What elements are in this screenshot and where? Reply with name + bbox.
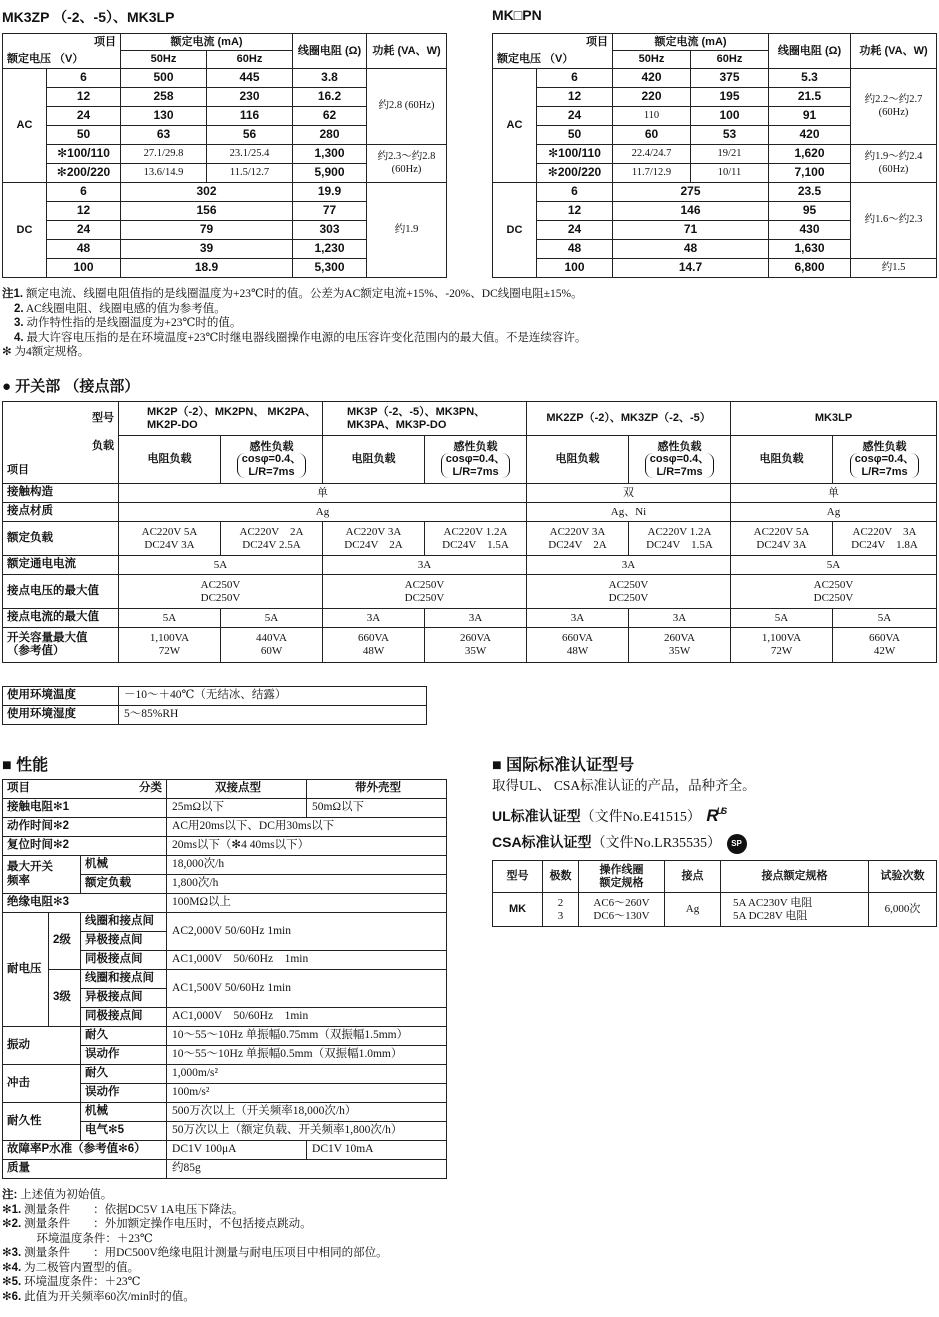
table-cell: AC2,000V 50/60Hz 1min (167, 913, 447, 951)
row-label: 开关容量最大值 （参考值） (3, 628, 119, 663)
table-cell: 50mΩ以下 (307, 799, 447, 818)
note-line: ✻ 为4额定规格。 (2, 346, 90, 358)
table-cell: 10/11 (691, 164, 769, 183)
header-current: 额定电流 (mA) (613, 34, 769, 51)
header-50hz: 50Hz (613, 51, 691, 69)
row-label: 质量 (3, 1160, 167, 1179)
table-cell: 660VA 48W (323, 628, 425, 663)
header-item-voltage: 项目 额定电压 （V） (493, 34, 613, 69)
table-cell: AC250V DC250V (119, 575, 323, 609)
table-cell: 100 (537, 259, 613, 278)
table-cell: ✻100/110 (537, 145, 613, 164)
table-cell: 14.7 (613, 259, 769, 278)
row-label: 额定负载 (3, 522, 119, 556)
coil-notes (2, 287, 932, 360)
table-cell: ✻200/220 (537, 164, 613, 183)
table-cell: 71 (613, 221, 769, 240)
table-cell: 195 (691, 88, 769, 107)
table-cell: 3A (323, 609, 425, 628)
ind-load-header: 感性负载 cosφ=0.4、 L/R=7ms (833, 436, 937, 484)
row-label: 接点电压的最大值 (3, 575, 119, 609)
table-cell: 5A (119, 609, 221, 628)
table-cell: 116 (207, 107, 293, 126)
table-cell: 3A (527, 556, 731, 575)
table-cell: 445 (207, 69, 293, 88)
table-cell: 48 (613, 240, 769, 259)
table-cell: 11.5/12.7 (207, 164, 293, 183)
table-cell: 5.3 (769, 69, 851, 88)
table-cell: 23.1/25.4 (207, 145, 293, 164)
header-coil: 操作线圈 额定规格 (579, 861, 665, 893)
table-cell: 5A (119, 556, 323, 575)
row-label: 耐久性 (3, 1103, 81, 1141)
table-cell: Ag (731, 503, 937, 522)
header-rating: 接点额定规格 (721, 861, 869, 893)
table-cell: 110 (613, 107, 691, 126)
row-sublabel: 机械 (81, 856, 167, 875)
table-cell: 280 (293, 126, 367, 145)
table-cell: 24 (537, 107, 613, 126)
table-cell: AC1,500V 50/60Hz 1min (167, 970, 447, 1008)
row-sublabel: 3级 (49, 970, 81, 1027)
table-cell: 20ms以下（✻4 40ms以下） (167, 837, 447, 856)
table-cell: 63 (121, 126, 207, 145)
table-cell: 5A (221, 609, 323, 628)
table-cell: 1,100VA 72W (731, 628, 833, 663)
row-sublabel: 额定负载 (81, 875, 167, 894)
table-cell: 16.2 (293, 88, 367, 107)
header-cased: 带外壳型 (307, 780, 447, 799)
note-line: ✻3. 测量条件 ：用DC500V绝缘电阻计测量与耐电压项目中相同的部位。 (2, 1247, 388, 1259)
table-cell: 230 (207, 88, 293, 107)
table-cell: 62 (293, 107, 367, 126)
row-label: 冲击 (3, 1065, 81, 1103)
table-cell: 5A (731, 609, 833, 628)
table-cell: DC1V 100μA (167, 1141, 307, 1160)
model-header: MK2P（-2）、MK2PN、 MK2PA、MK2P-DO (119, 402, 323, 436)
table-cell: 3.8 (293, 69, 367, 88)
table-cell: 430 (769, 221, 851, 240)
table-cell: 1,000m/s² (167, 1065, 447, 1084)
table-cell: 53 (691, 126, 769, 145)
table-cell: 100m/s² (167, 1084, 447, 1103)
row-label: 耐电压 (3, 913, 49, 1027)
note-line: 2. AC线圈电阻、线圈电感的值为参考值。 (14, 302, 226, 315)
table-cell: 375 (691, 69, 769, 88)
table-cell: 5,300 (293, 259, 367, 278)
row-sublabel: 线圈和接点间 (81, 913, 167, 932)
row-sublabel: 异极接点间 (81, 932, 167, 951)
model-header: MK3P（-2、-5）、MK3PN、 MK3PA、MK3P-DO (323, 402, 527, 436)
table-cell: 5A (833, 609, 937, 628)
left-coil-title: MK3ZP （-2、-5）、MK3LP (2, 9, 175, 25)
table-cell: ✻200/220 (47, 164, 121, 183)
table-cell: 303 (293, 221, 367, 240)
table-cell: 48 (47, 240, 121, 259)
table-cell: 1,800次/h (167, 875, 447, 894)
table-cell: 10～55～10Hz 单振幅0.5mm（双振幅1.0mm） (167, 1046, 447, 1065)
power-cell: 约1.5 (851, 259, 937, 278)
table-cell: 156 (121, 202, 293, 221)
header-poles: 极数 (543, 861, 579, 893)
table-cell: 100MΩ以上 (167, 894, 447, 913)
table-cell: Ag (665, 893, 721, 927)
row-label: 故障率P水准（参考值✻6） (3, 1141, 167, 1160)
table-cell: 1,100VA 72W (119, 628, 221, 663)
power-cell: 约1.9 (367, 183, 447, 278)
table-cell: 3A (323, 556, 527, 575)
power-cell: 约2.2～约2.7 (60Hz) (851, 69, 937, 145)
table-cell: 420 (769, 126, 851, 145)
row-sublabel: 电气✻5 (81, 1122, 167, 1141)
table-cell: 6 (537, 183, 613, 202)
table-cell: 6 (47, 183, 121, 202)
note-line: ✻1. 测量条件 ：依据DC5V 1A电压下降法。 (2, 1203, 244, 1216)
dc-label: DC (3, 183, 47, 278)
table-cell: 5,900 (293, 164, 367, 183)
table-cell: 1,620 (769, 145, 851, 164)
table-cell: 130 (121, 107, 207, 126)
table-cell: 6 (47, 69, 121, 88)
table-cell: 约85g (167, 1160, 447, 1179)
table-cell: 420 (613, 69, 691, 88)
table-cell: 1,630 (769, 240, 851, 259)
table-cell: AC220V 2A DC24V 2.5A (221, 522, 323, 556)
model-header: MK2ZP（-2）、MK3ZP（-2、-5） (527, 402, 731, 436)
cert-table (492, 860, 937, 927)
row-sublabel: 机械 (81, 1103, 167, 1122)
table-cell: 48 (537, 240, 613, 259)
note-line: 4. 最大许容电压指的是在环境温度+23℃时继电器线圈操作电源的电压容许变化范围内的最大值。不是连续容许。 (14, 331, 587, 344)
table-cell: 双 (527, 484, 731, 503)
ul-cert-line: UL标准认证型（文件No.E41515） $R^{US}$ (492, 806, 726, 825)
header-double-contact: 双接点型 (167, 780, 307, 799)
row-label: 复位时间✻2 (3, 837, 167, 856)
header-resistance: 线圈电阻 (Ω) (769, 34, 851, 69)
row-sublabel: 耐久 (81, 1027, 167, 1046)
table-cell: 220 (613, 88, 691, 107)
table-cell: 12 (537, 88, 613, 107)
table-cell: 77 (293, 202, 367, 221)
table-cell: Ag、Ni (527, 503, 731, 522)
row-sublabel: 误动作 (81, 1084, 167, 1103)
res-load-header: 电阻负载 (527, 436, 629, 484)
table-cell: 100 (691, 107, 769, 126)
table-cell: 23.5 (769, 183, 851, 202)
row-sublabel: 线圈和接点间 (81, 970, 167, 989)
table-cell: AC220V 1.2A DC24V 1.5A (629, 522, 731, 556)
performance-section-title: ■ 性能 (2, 757, 49, 774)
table-cell: 1,300 (293, 145, 367, 164)
table-cell: 25mΩ以下 (167, 799, 307, 818)
model-header: MK3LP (731, 402, 937, 436)
environment-table (2, 686, 427, 725)
contact-table (2, 401, 937, 663)
env-temp-label: 使用环境温度 (3, 687, 119, 706)
table-cell: 5A (731, 556, 937, 575)
table-cell: AC220V 5A DC24V 3A (731, 522, 833, 556)
row-sublabel: 异极接点间 (81, 989, 167, 1008)
header-item-voltage: 项目 额定电压 （V） (3, 34, 121, 69)
ac-label: AC (493, 69, 537, 183)
row-sublabel: 同极接点间 (81, 951, 167, 970)
note-line: 注: 上述值为初始值。 (2, 1189, 113, 1201)
table-cell: 1,230 (293, 240, 367, 259)
cert-description: 取得UL、 CSA标准认证的产品，品种齐全。 (492, 778, 756, 793)
row-label: 接点电流的最大值 (3, 609, 119, 628)
row-label: 最大开关 频率 (3, 856, 81, 894)
note-line: ✻2. 测量条件 ：外加额定操作电压时，不包括接点跳动。 (2, 1218, 312, 1230)
table-cell: AC220V 3A DC24V 2A (527, 522, 629, 556)
right-coil-table (492, 33, 937, 278)
row-label: 额定通电电流 (3, 556, 119, 575)
note-line: ✻5. 环境温度条件：＋23℃ (2, 1276, 141, 1288)
table-cell: AC250V DC250V (323, 575, 527, 609)
table-cell: 单 (731, 484, 937, 503)
table-cell: DC1V 10mA (307, 1141, 447, 1160)
table-cell: 50 (537, 126, 613, 145)
performance-notes (2, 1188, 462, 1304)
header-power: 功耗 (VA、W) (367, 34, 447, 69)
right-coil-title: MK□PN (492, 7, 542, 23)
row-label: 接触构造 (3, 484, 119, 503)
table-cell: 60 (613, 126, 691, 145)
table-cell: 5A AC230V 电阻 5A DC28V 电阻 (721, 893, 869, 927)
table-cell: 27.1/29.8 (121, 145, 207, 164)
table-cell: AC220V 1.2A DC24V 1.5A (425, 522, 527, 556)
row-label: 动作时间✻2 (3, 818, 167, 837)
table-cell: 302 (121, 183, 293, 202)
row-label: 接点材质 (3, 503, 119, 522)
table-cell: AC220V 3A DC24V 2A (323, 522, 425, 556)
row-label: 接触电阻✻1 (3, 799, 167, 818)
table-cell: 275 (613, 183, 769, 202)
res-load-header: 电阻负载 (119, 436, 221, 484)
table-cell: 56 (207, 126, 293, 145)
table-cell: AC250V DC250V (731, 575, 937, 609)
table-cell: 2 3 (543, 893, 579, 927)
note-line: ✻6. 此值为开关频率60次/min时的值。 (2, 1290, 195, 1303)
power-cell: 约2.8 (60Hz) (367, 69, 447, 145)
note-line: 环境温度条件：＋23℃ (22, 1232, 153, 1245)
table-cell: 11.7/12.9 (613, 164, 691, 183)
table-cell: 50 (47, 126, 121, 145)
contact-section-title: ● 开关部 （接点部） (2, 378, 140, 395)
table-cell: AC6～260V DC6～130V (579, 893, 665, 927)
table-cell: AC220V 5A DC24V 3A (119, 522, 221, 556)
left-coil-table (2, 33, 447, 278)
table-cell: 660VA 48W (527, 628, 629, 663)
header-current: 额定电流 (mA) (121, 34, 293, 51)
csa-cert-line: CSA标准认证型（文件No.LR35535） SP (492, 832, 747, 854)
row-label: 振动 (3, 1027, 81, 1065)
table-cell: AC220V 3A DC24V 1.8A (833, 522, 937, 556)
header-model: 型号 (493, 861, 543, 893)
table-cell: ✻100/110 (47, 145, 121, 164)
header-resistance: 线圈电阻 (Ω) (293, 34, 367, 69)
table-cell: 21.5 (769, 88, 851, 107)
table-cell: 39 (121, 240, 293, 259)
row-sublabel: 误动作 (81, 1046, 167, 1065)
header-tests: 试验次数 (869, 861, 937, 893)
power-cell: 约1.6～约2.3 (851, 183, 937, 259)
header-60hz: 60Hz (691, 51, 769, 69)
table-cell: AC1,000V 50/60Hz 1min (167, 1008, 447, 1027)
env-humidity-label: 使用环境湿度 (3, 706, 119, 725)
table-cell: 100 (47, 259, 121, 278)
table-cell: 146 (613, 202, 769, 221)
note-line: ✻4. 为二极管内置型的值。 (2, 1261, 140, 1274)
table-cell: 18.9 (121, 259, 293, 278)
ac-label: AC (3, 69, 47, 183)
table-cell: 3A (425, 609, 527, 628)
table-cell: 6,000次 (869, 893, 937, 927)
table-cell: 258 (121, 88, 207, 107)
table-cell: 24 (537, 221, 613, 240)
ind-load-header: 感性负载 cosφ=0.4、 L/R=7ms (629, 436, 731, 484)
table-cell: 24 (47, 221, 121, 240)
table-cell: 13.6/14.9 (121, 164, 207, 183)
table-cell: 660VA 42W (833, 628, 937, 663)
header-60hz: 60Hz (207, 51, 293, 69)
table-cell: 22.4/24.7 (613, 145, 691, 164)
header-power: 功耗 (VA、W) (851, 34, 937, 69)
env-humidity-value: 5～85%RH (119, 706, 427, 725)
table-cell: 12 (537, 202, 613, 221)
table-cell: 440VA 60W (221, 628, 323, 663)
table-cell: 12 (47, 202, 121, 221)
row-label: 绝缘电阻✻3 (3, 894, 167, 913)
table-cell: 3A (527, 609, 629, 628)
csa-mark-icon: SP (727, 834, 747, 854)
res-load-header: 电阻负载 (323, 436, 425, 484)
table-cell: 500 (121, 69, 207, 88)
table-cell: 91 (769, 107, 851, 126)
table-cell: 12 (47, 88, 121, 107)
row-sublabel: 同极接点间 (81, 1008, 167, 1027)
table-cell: 19/21 (691, 145, 769, 164)
power-cell: 约2.3～约2.8 (60Hz) (367, 145, 447, 183)
row-sublabel: 2级 (49, 913, 81, 970)
performance-table (2, 779, 447, 1179)
header-model-load-item: 型号 负载 项目 (3, 402, 119, 484)
table-cell: 19.9 (293, 183, 367, 202)
table-cell: AC1,000V 50/60Hz 1min (167, 951, 447, 970)
ind-load-header: 感性负载 cosφ=0.4、 L/R=7ms (425, 436, 527, 484)
dc-label: DC (493, 183, 537, 278)
ul-mark-icon: $R^{US}$ (706, 806, 726, 825)
header-50hz: 50Hz (121, 51, 207, 69)
table-cell: 6,800 (769, 259, 851, 278)
ind-load-header: 感性负载 cosφ=0.4、 L/R=7ms (221, 436, 323, 484)
table-cell: 500万次以上（开关频率18,000次/h） (167, 1103, 447, 1122)
power-cell: 约1.9～约2.4 (60Hz) (851, 145, 937, 183)
env-temp-value: －10～＋40℃（无结冰、结露） (119, 687, 427, 706)
header-item-class: 项目 分类 (3, 780, 167, 799)
table-cell: 50万次以上（额定负载、开关频率1,800次/h） (167, 1122, 447, 1141)
note-line: 注1. 额定电流、线圈电阻值指的是线圈温度为+23℃时的值。公差为AC额定电流+15%、-20%、DC线圈电阻±15%。 (2, 288, 583, 300)
table-cell: MK (493, 893, 543, 927)
table-cell: 单 (119, 484, 527, 503)
table-cell: 3A (629, 609, 731, 628)
table-cell: 95 (769, 202, 851, 221)
note-line: 3. 动作特性指的是线圈温度为+23℃时的值。 (14, 317, 242, 329)
table-cell: 24 (47, 107, 121, 126)
table-cell: 7,100 (769, 164, 851, 183)
table-cell: 10～55～10Hz 单振幅0.75mm（双振幅1.5mm） (167, 1027, 447, 1046)
table-cell: 260VA 35W (629, 628, 731, 663)
table-cell: 79 (121, 221, 293, 240)
table-cell: 18,000次/h (167, 856, 447, 875)
table-cell: 6 (537, 69, 613, 88)
cert-section-title: ■ 国际标准认证型号 (492, 757, 635, 774)
res-load-header: 电阻负载 (731, 436, 833, 484)
table-cell: Ag (119, 503, 527, 522)
table-cell: 260VA 35W (425, 628, 527, 663)
table-cell: AC用20ms以下、DC用30ms以下 (167, 818, 447, 837)
header-contact: 接点 (665, 861, 721, 893)
row-sublabel: 耐久 (81, 1065, 167, 1084)
table-cell: AC250V DC250V (527, 575, 731, 609)
